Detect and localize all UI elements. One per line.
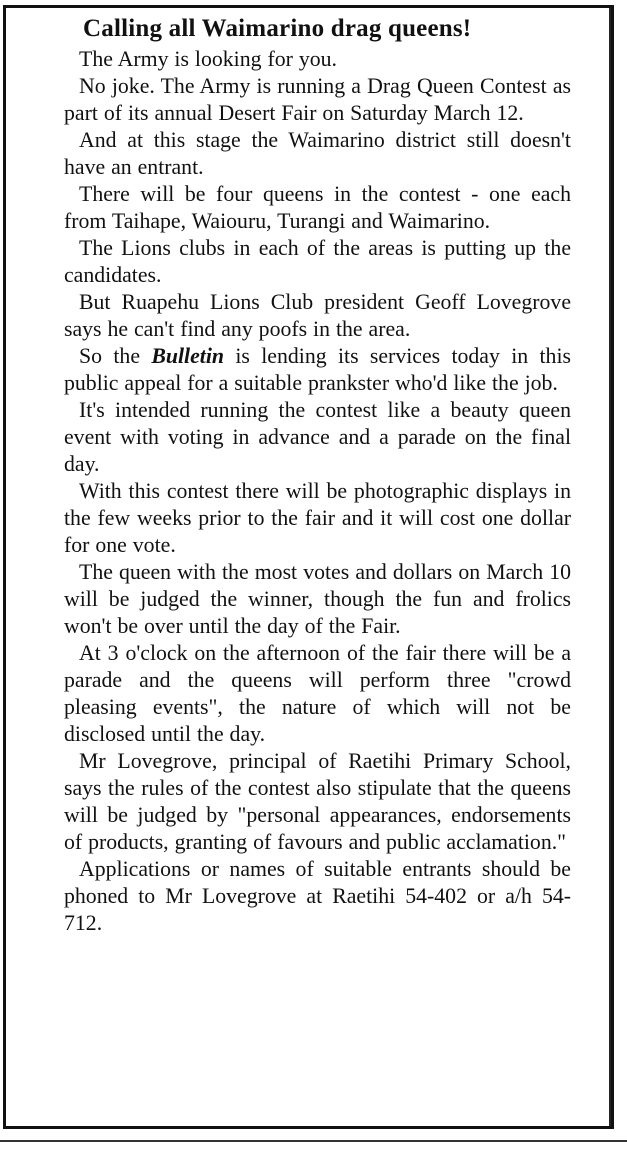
headline: Calling all Waimarino drag queens! xyxy=(83,15,472,42)
article-body xyxy=(6,46,611,937)
paragraph-bulletin xyxy=(64,343,571,397)
paragraph: At 3 o'clock on the afternoon of the fair there will be a parade and the queens will perform three "crowd pleasing events", the nature of which will not be disclosed until the day. xyxy=(64,641,571,746)
paragraph: The queen with the most votes and dollars on March 10 will be judged the winner, though the fun and frolics won't be over until the day of the Fair. xyxy=(64,560,571,638)
paragraph: The Army is looking for you. xyxy=(79,47,337,71)
newspaper-clipping xyxy=(3,5,614,1129)
paragraph: With this contest there will be photographic displays in the few weeks prior to the fair and it will cost one dollar for one vote. xyxy=(64,479,571,557)
paragraph: There will be four queens in the contest - one each from Taihape, Waiouru, Turangi and Waimarino. xyxy=(64,182,571,233)
paragraph: Mr Lovegrove, principal of Raetihi Primary School, says the rules of the contest also stipulate that the queens will be judged by "personal appearances, endorsements of products, granting of favours and public acclamation." xyxy=(64,749,571,854)
paragraph: And at this stage the Waimarino district still doesn't have an entrant. xyxy=(64,128,571,179)
paragraph-bulletin-after: is lending its services today in this public appeal for a suitable prankster who'd like the job. xyxy=(64,344,571,395)
paragraph: But Ruapehu Lions Club president Geoff Lovegrove says he can't find any poofs in the area. xyxy=(64,290,571,341)
bottom-rule xyxy=(0,1140,627,1142)
paragraph-bulletin-before: So the xyxy=(79,344,152,368)
paragraph: It's intended running the contest like a beauty queen event with voting in advance and a parade on the final day. xyxy=(64,398,571,476)
bulletin-title: Bulletin xyxy=(151,344,225,368)
paragraph: Applications or names of suitable entrants should be phoned to Mr Lovegrove at Raetihi 54-402 or a/h 54-712. xyxy=(64,857,571,935)
paragraph: The Lions clubs in each of the areas is putting up the candidates. xyxy=(64,236,571,287)
paragraph: No joke. The Army is running a Drag Queen Contest as part of its annual Desert Fair on Saturday March 12. xyxy=(64,74,571,125)
